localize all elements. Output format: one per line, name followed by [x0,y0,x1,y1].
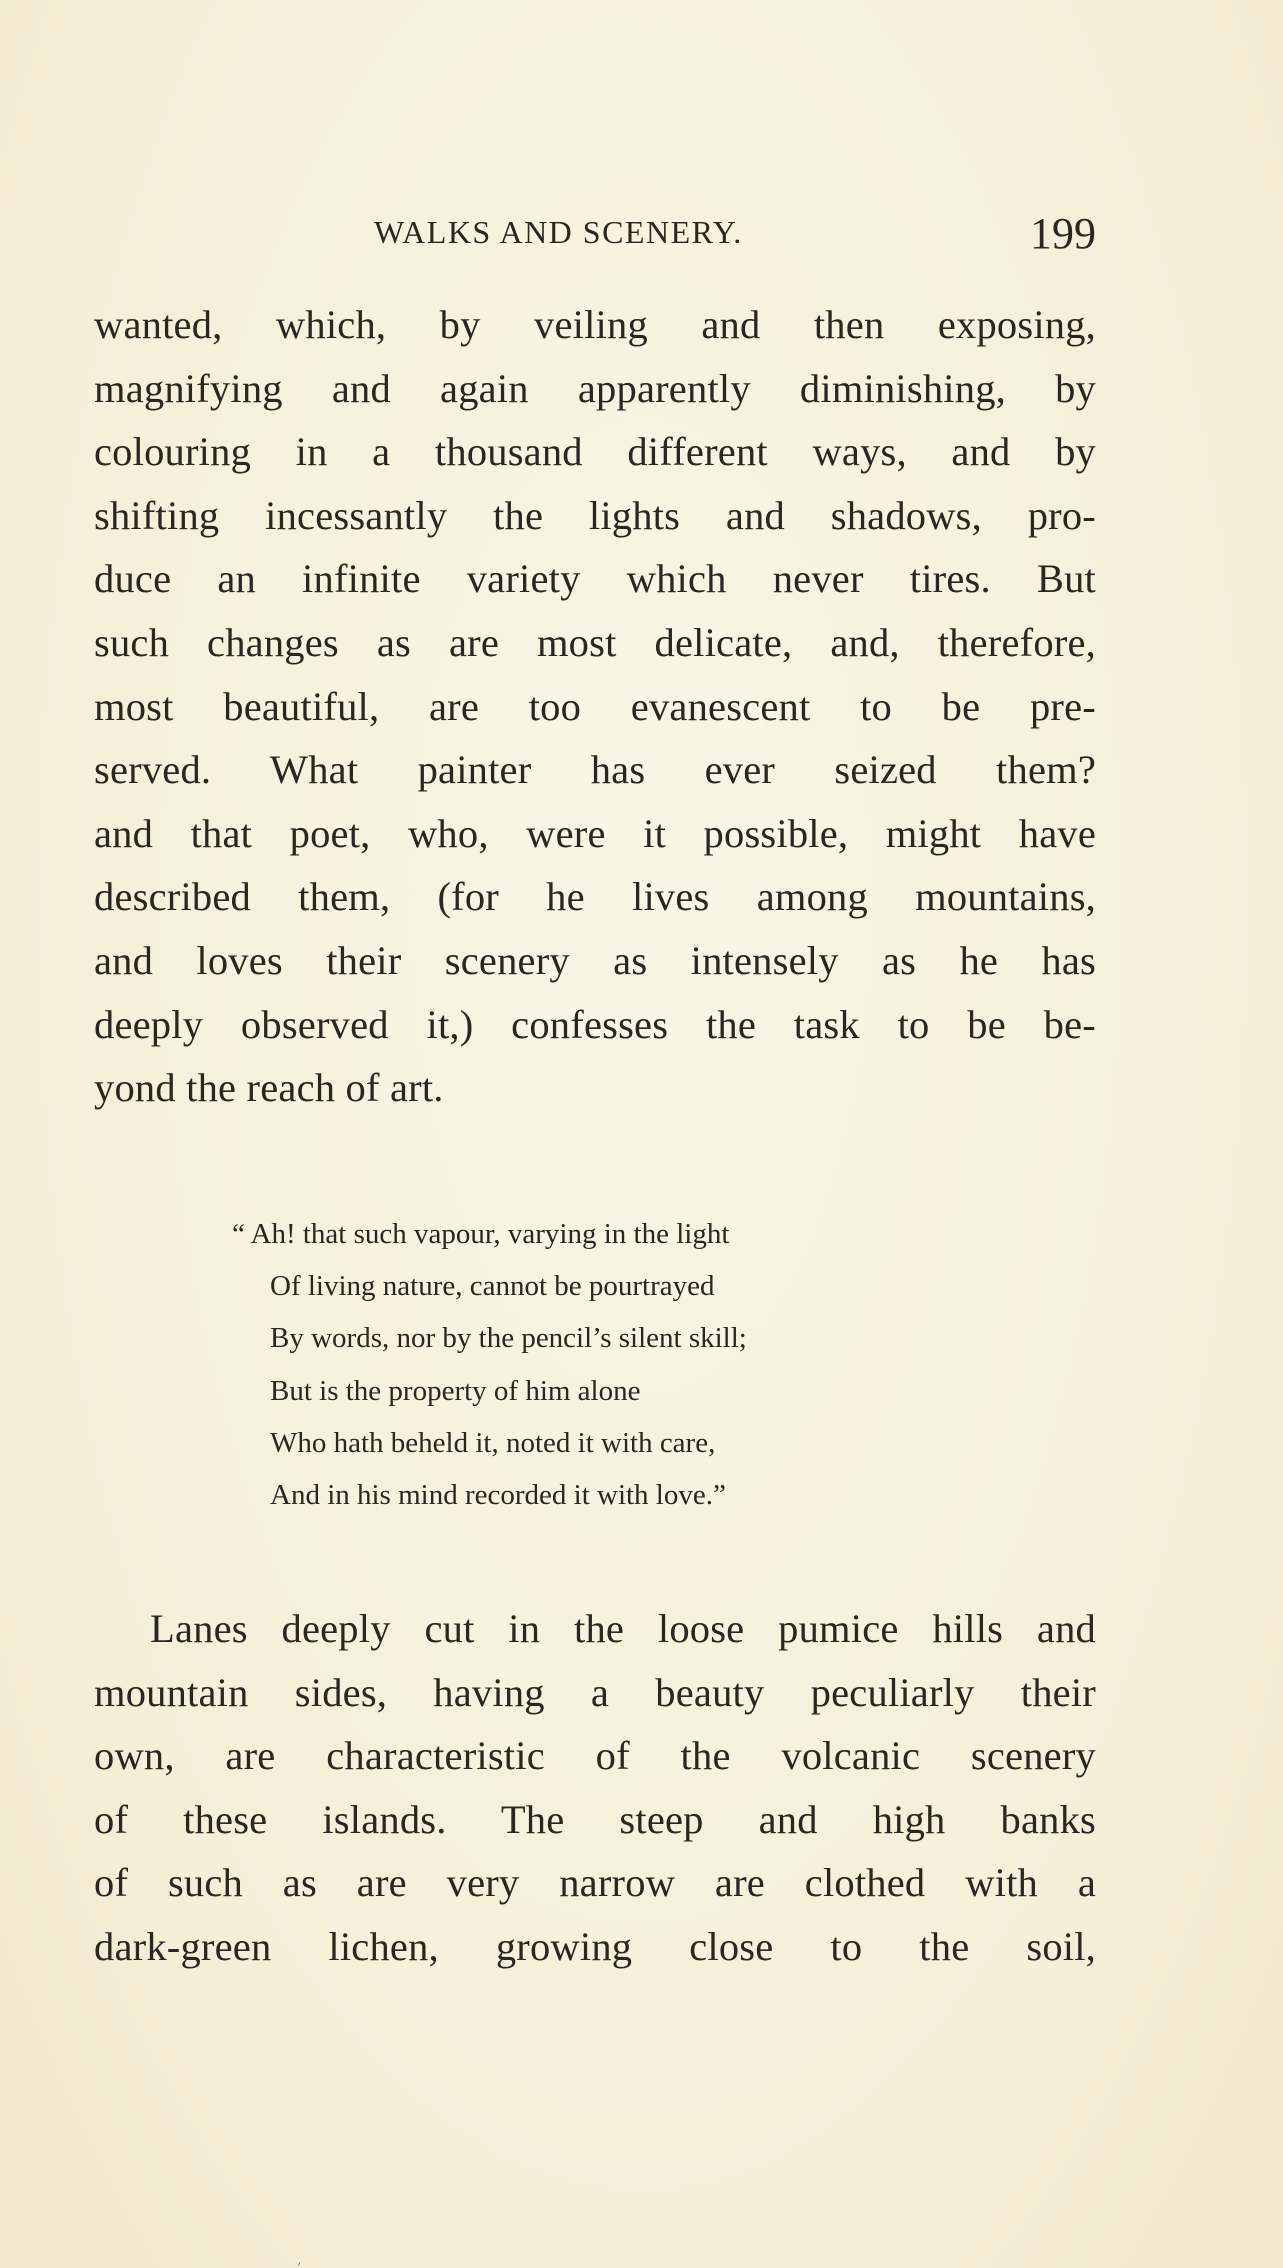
text-line: and that poet, who, were it possible, might have [94,810,1096,856]
page-header [94,208,1096,268]
text-line: of these islands. The steep and high banks [94,1796,1096,1842]
text-line: mountain sides, having a beauty peculiarly their [94,1669,1096,1715]
paragraph-1 [94,293,1096,1120]
verse-line: “ Ah! that such vapour, varying in the light [232,1218,730,1250]
text-line: dark-green lichen, growing close to the soil, [94,1923,1096,1969]
text-line: of such as are very narrow are clothed with a [94,1860,1096,1906]
stray-pencil-mark [298,2262,300,2266]
text-line: most beautiful, are too evanescent to be pre- [94,683,1096,729]
text-line: described them, (for he lives among mountains, [94,874,1096,920]
text-line: own, are characteristic of the volcanic scenery [94,1733,1096,1779]
verse-line: And in his mind recorded it with love.” [270,1478,726,1511]
text-line: Lanes deeply cut in the loose pumice hills and [150,1606,1096,1651]
verse-line: By words, nor by the pencil’s silent skill; [270,1322,747,1355]
text-line: duce an infinite variety which never tires. But [94,556,1096,602]
text-line: deeply observed it,) confesses the task to be be- [94,1001,1096,1047]
verse-line: But is the property of him alone [270,1374,641,1407]
verse-quotation [232,1208,1032,1521]
text-line: magnifying and again apparently diminishing, by [94,365,1096,411]
paragraph-2 [94,1597,1096,1979]
text-line: and loves their scenery as intensely as he has [94,937,1096,983]
text-line: wanted, which, by veiling and then exposing, [94,302,1096,347]
running-head: WALKS AND SCENERY. [374,214,743,250]
verse-line: Of living nature, cannot be pourtrayed [270,1270,715,1303]
text-line: such changes as are most delicate, and, therefore, [94,619,1096,665]
text-line: shifting incessantly the lights and shadows, pro- [94,492,1096,538]
verse-line: Who hath beheld it, noted it with care, [270,1426,716,1459]
book-page [94,0,1096,2268]
text-line: served. What painter has ever seized them? [94,747,1096,793]
text-line: yond the reach of art. [94,1065,444,1111]
text-line: colouring in a thousand different ways, and by [94,429,1096,475]
page-number: 199 [1030,209,1096,258]
